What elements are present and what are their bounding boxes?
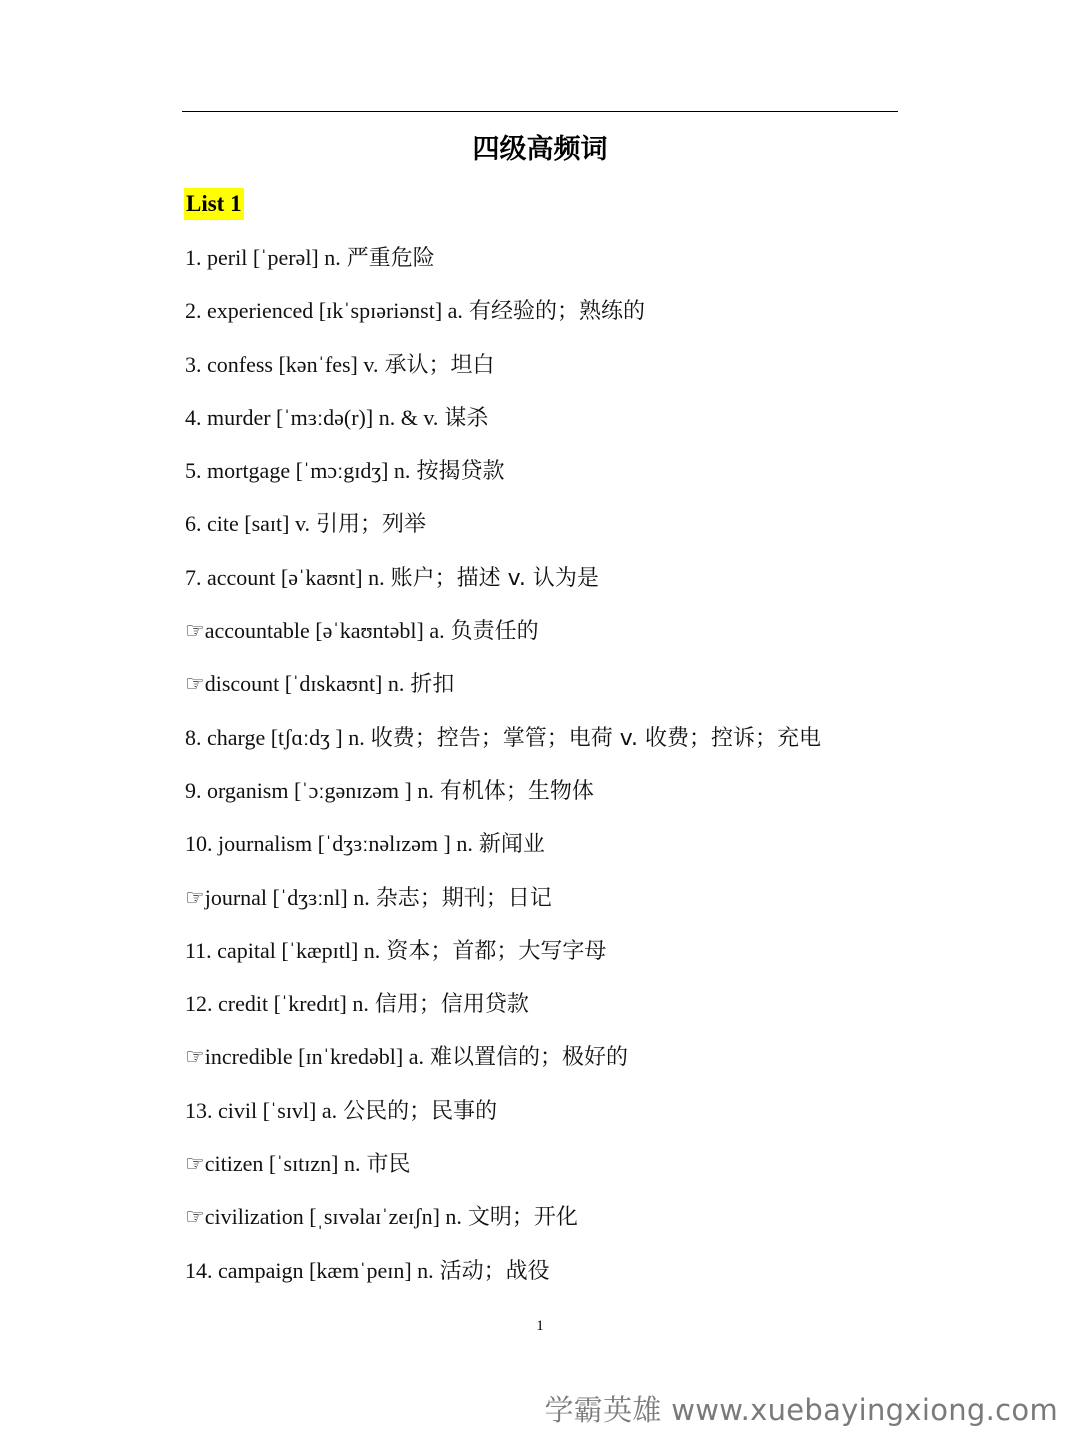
entry-word: ☞journal [ˈdʒɜːnl] n. <box>185 884 370 910</box>
entry-word: 10. journalism [ˈdʒɜːnəlɪzəm ] n. <box>185 831 473 857</box>
entry-word: 5. mortgage [ˈmɔːgɪdʒ] n. <box>185 458 411 484</box>
vocab-entry <box>185 344 925 397</box>
entry-word: 11. capital [ˈkæpɪtl] n. <box>185 937 381 963</box>
entry-word: 14. campaign [kæmˈpeɪn] n. <box>185 1257 434 1283</box>
vocab-entry <box>185 717 925 770</box>
entry-meaning: 有经验的；熟练的 <box>468 299 645 325</box>
vocab-entry <box>185 450 925 503</box>
vocab-entry <box>185 1090 925 1143</box>
entry-meaning: 市民 <box>366 1152 411 1178</box>
page-title: 四级高频词 <box>472 134 608 165</box>
entry-meaning: 承认；坦白 <box>384 352 495 378</box>
entry-meaning: 活动；战役 <box>439 1258 550 1284</box>
vocab-entry <box>185 557 925 610</box>
vocabulary-list <box>185 237 925 1303</box>
entry-word: 7. account [əˈkaʊnt] n. <box>185 564 385 590</box>
entry-meaning: 严重危险 <box>346 246 435 271</box>
entry-word: 8. charge [tʃɑːdʒ ] n. <box>185 724 365 750</box>
header-rule <box>182 111 898 112</box>
entry-word: ☞civilization [ˌsɪvəlaɪˈzeɪʃn] n. <box>185 1204 462 1230</box>
vocab-entry <box>185 1036 925 1089</box>
site-watermark: 学霸英雄 www.xuebayingxiong.com <box>544 1393 1058 1427</box>
vocab-entry <box>185 663 925 716</box>
entry-word: 3. confess [kənˈfes] v. <box>185 351 379 377</box>
entry-meaning: 引用；列举 <box>316 512 427 538</box>
entry-word: 6. cite [saɪt] v. <box>185 511 311 537</box>
vocab-entry <box>185 983 925 1036</box>
entry-meaning: 按揭贷款 <box>416 459 505 485</box>
vocab-entry <box>185 237 925 290</box>
entry-meaning: 资本；首都；大写字母 <box>386 938 607 964</box>
entry-meaning: 文明；开化 <box>467 1205 578 1231</box>
vocab-entry <box>185 503 925 556</box>
vocab-entry <box>185 1250 925 1303</box>
vocab-entry <box>185 930 925 983</box>
entry-meaning: 负责任的 <box>450 619 539 645</box>
entry-word: 9. organism [ˈɔːgənɪzəm ] n. <box>185 777 434 803</box>
entry-meaning: 谋杀 <box>444 405 489 431</box>
entry-word: 12. credit [ˈkredɪt] n. <box>185 991 369 1017</box>
vocab-entry <box>185 877 925 930</box>
vocab-entry <box>185 290 925 343</box>
list-heading: List 1 <box>184 188 244 220</box>
entry-meaning: 收费；控告；掌管；电荷 v. 收费；控诉；充电 <box>370 725 821 751</box>
entry-word: 4. murder [ˈmɜːdə(r)] n. & v. <box>185 404 439 430</box>
vocab-entry <box>185 610 925 663</box>
entry-meaning: 折扣 <box>410 672 455 698</box>
entry-word: 1. peril [ˈperəl] n. <box>185 245 341 270</box>
entry-meaning: 信用；信用贷款 <box>374 992 529 1018</box>
vocab-entry <box>185 770 925 823</box>
vocab-entry <box>185 823 925 876</box>
entry-meaning: 难以置信的；极好的 <box>430 1045 629 1071</box>
vocab-entry <box>185 1196 925 1249</box>
entry-word: ☞accountable [əˈkaʊntəbl] a. <box>185 618 445 644</box>
entry-word: ☞discount [ˈdɪskaʊnt] n. <box>185 671 405 697</box>
entry-word: ☞citizen [ˈsɪtɪzn] n. <box>185 1151 361 1177</box>
vocab-entry <box>185 1143 925 1196</box>
entry-word: 13. civil [ˈsɪvl] a. <box>185 1097 338 1123</box>
entry-meaning: 公民的；民事的 <box>343 1098 498 1124</box>
entry-meaning: 有机体；生物体 <box>439 778 594 804</box>
entry-meaning: 新闻业 <box>478 832 545 858</box>
vocab-entry <box>185 397 925 450</box>
entry-meaning: 账户；描述 v. 认为是 <box>390 565 599 591</box>
entry-word: 2. experienced [ɪkˈspɪəriənst] a. <box>185 298 463 324</box>
entry-word: ☞incredible [ɪnˈkredəbl] a. <box>185 1044 425 1070</box>
page-number: 1 <box>536 1318 544 1334</box>
entry-meaning: 杂志；期刊；日记 <box>375 885 552 911</box>
